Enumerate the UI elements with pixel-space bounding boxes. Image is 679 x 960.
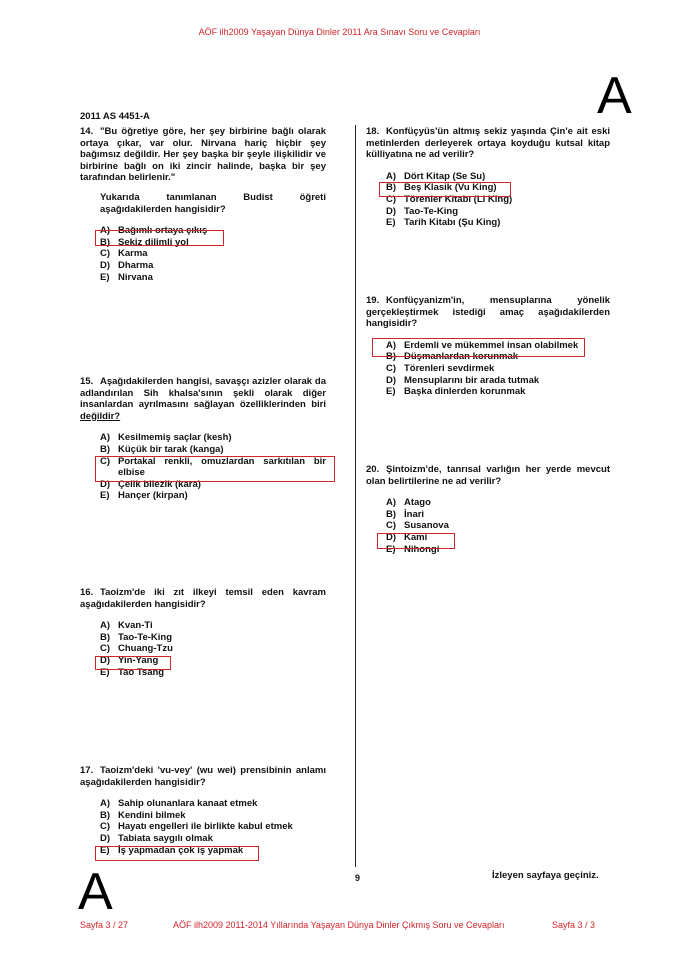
answer-highlight-14	[95, 230, 224, 246]
option-20-c[interactable]: C) Susanova	[386, 520, 449, 532]
option-17-e[interactable]: E) İş yapmadan çok iş yapmak	[100, 844, 244, 856]
option-19-e[interactable]: E) Başka dinlerden korunmak	[386, 386, 526, 398]
option-20-e[interactable]: E) Nihongi	[386, 543, 440, 555]
document-header-title: AÖF ilh2009 Yaşayan Dünya Dinler 2011 Ara Sınavı Soru ve Cevapları	[198, 27, 481, 37]
option-15-a[interactable]: A) Kesilmemiş saçlar (kesh)	[100, 432, 232, 444]
option-15-e[interactable]: E) Hançer (kirpan)	[100, 490, 188, 502]
option-15-b[interactable]: B) Küçük bir tarak (kanga)	[100, 443, 224, 455]
footer-center-title: AÖF ilh2009 2011-2014 Yıllarında Yaşayan Dünya Dinler Çıkmış Soru ve Cevapları	[173, 920, 505, 930]
option-17-a[interactable]: A) Sahip olunanlara kanaat etmek	[100, 798, 258, 810]
question-16-stem: 16. Taoizm'de iki zıt ilkeyi temsil eden kavram aşağıdakilerden hangisidir?	[80, 587, 326, 610]
booklet-letter-top: A	[597, 67, 632, 125]
option-17-d[interactable]: D) Tabiata saygılı olmak	[100, 832, 213, 844]
option-17-c[interactable]: C) Hayatı engelleri ile birlikte kabul etmek	[100, 821, 293, 833]
option-18-a[interactable]: A) Dört Kitap (Se Su)	[386, 170, 486, 182]
option-18-d[interactable]: D) Tao-Te-King	[386, 205, 458, 217]
option-16-e[interactable]: E) Tao Tsang	[100, 666, 165, 678]
next-page-note: İzleyen sayfaya geçiniz.	[492, 870, 599, 881]
exam-code: 2011 AS 4451-A	[80, 111, 150, 122]
option-14-c[interactable]: C) Karma	[100, 248, 148, 260]
option-19-a[interactable]: A) Erdemli ve mükemmel insan olabilmek	[386, 339, 579, 351]
question-20-stem: 20. Şintoizm'de, tanrısal varlığın her yerde mevcut olan belirtilerine ne ad verilir?	[366, 464, 610, 487]
question-17-stem: 17. Taoizm'deki 'vu-vey' (wu wei) prensibinin anlamı aşağıdakilerden hangisidir?	[80, 765, 326, 788]
option-14-a[interactable]: A) Bağımlı ortaya çıkış	[100, 225, 208, 237]
option-20-a[interactable]: A) Atago	[386, 497, 431, 509]
option-18-b[interactable]: B) Beş Klasik (Vu King)	[386, 182, 497, 194]
option-15-d[interactable]: D) Çelik bilezik (kara)	[100, 478, 201, 490]
page-number: 9	[355, 873, 361, 883]
option-16-c[interactable]: C) Chuang-Tzu	[100, 643, 173, 655]
footer-left-page-count: Sayfa 3 / 27	[80, 920, 129, 930]
option-16-a[interactable]: A) Kvan-Ti	[100, 620, 153, 632]
booklet-letter-bottom: A	[78, 863, 113, 921]
question-18-options	[366, 171, 610, 229]
answer-highlight-18	[379, 182, 511, 197]
option-19-c[interactable]: C) Törenleri sevdirmek	[386, 362, 495, 374]
option-16-d[interactable]: D) Yin-Yang	[100, 654, 159, 666]
answer-highlight-15	[95, 456, 335, 482]
option-14-b[interactable]: B) Sekiz dilimli yol	[100, 236, 189, 248]
option-16-b[interactable]: B) Tao-Te-King	[100, 631, 172, 643]
answer-highlight-16	[95, 656, 171, 670]
question-18-stem: 18. Konfüçyüs'ün altmış sekiz yaşında Çin'e ait eski metinlerden derleyerek ortaya koyduğu kutsal kitap külliyatına ne ad verilir?	[366, 126, 610, 161]
option-19-b[interactable]: B) Düşmanlardan korunmak	[386, 351, 519, 363]
question-15	[80, 376, 326, 502]
option-17-b[interactable]: B) Kendini bilmek	[100, 809, 186, 821]
option-14-d[interactable]: D) Dharma	[100, 259, 154, 271]
option-18-e[interactable]: E) Tarih Kitabı (Şu King)	[386, 217, 501, 229]
question-17	[80, 765, 326, 856]
question-18	[366, 126, 610, 229]
option-18-c[interactable]: C) Törenler Kitabı (Li King)	[386, 193, 513, 205]
answer-highlight-17	[95, 846, 259, 861]
answer-highlight-20	[377, 533, 455, 549]
option-20-b[interactable]: B) İnari	[386, 508, 425, 520]
question-14-lead: Yukarıda tanımlanan Budist öğreti aşağıdakilerden hangisidir?	[100, 191, 326, 215]
option-19-d[interactable]: D) Mensuplarını bir arada tutmak	[386, 374, 540, 386]
answer-highlight-19	[372, 338, 585, 357]
option-15-c[interactable]: C) Portakal renkli, omuzlardan sarkıtılan bir elbise	[100, 455, 326, 479]
option-20-d[interactable]: D) Kami	[386, 531, 428, 543]
option-14-e[interactable]: E) Nirvana	[100, 271, 153, 283]
column-divider	[355, 125, 356, 867]
question-14	[80, 126, 326, 283]
footer-right-page-count: Sayfa 3 / 3	[552, 920, 596, 930]
question-19-stem: 19. Konfüçyanizm'in, mensuplarına yönelik gerçekleştirmek istediği amaç aşağıdakilerden hangisidir?	[366, 295, 610, 330]
question-14-stem: 14. "Bu öğretiye göre, her şey birbirine bağlı olarak ortaya çıkar, var olur. Nirvana hariç hiçbir şey bağımsız değildir. Her şey başka bir şeyle ilişkilidir ve birbirine bağlı on iki zincir halinde, başka bir şey tarafından belirlenir."	[80, 126, 326, 184]
question-15-stem: 15. Aşağıdakilerden hangisi, savaşçı azizler olarak da adlandırılan Sih khalsa'sının şekli olarak diğer insanlardan ayrılmasını sağlayan özelliklerinden biri değildir?	[80, 376, 326, 422]
